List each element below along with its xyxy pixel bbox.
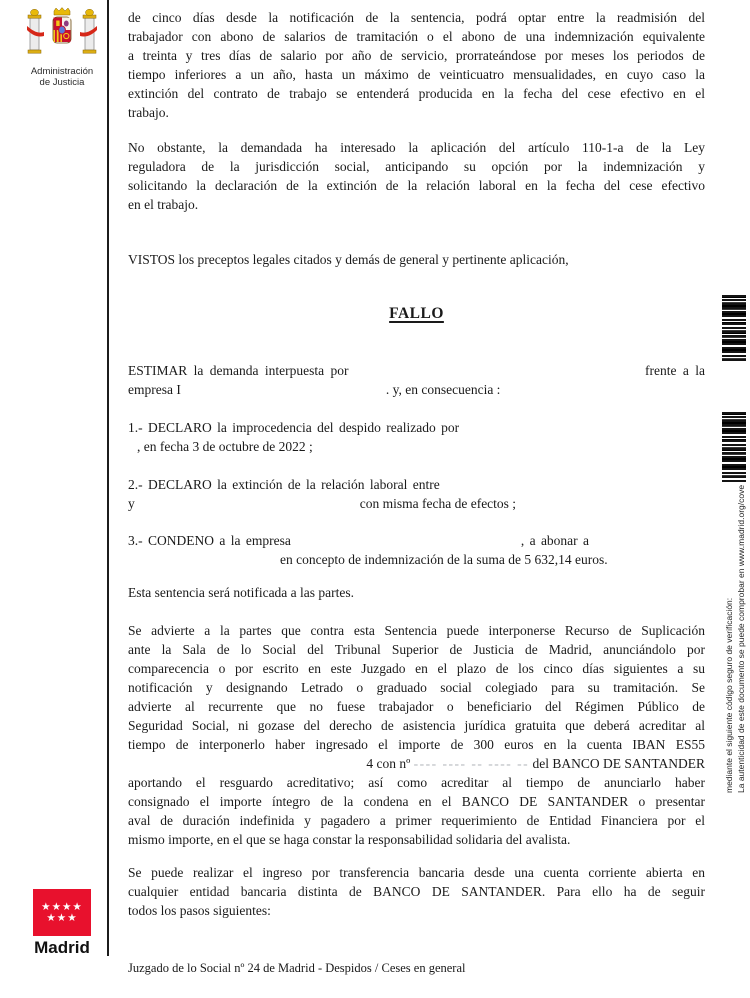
item2-line2 — [128, 494, 705, 513]
text-line: mismo importe, en el que se haga constar la responsabilidad solidaria del avalista. — [128, 832, 571, 847]
text-line: aval de duración indefinida y pagadero a primer requerimiento de Entidad Financiera por el — [128, 813, 705, 828]
paragraph-vistos: VISTOS los preceptos legales citados y demás de general y pertinente aplicación, — [128, 252, 569, 267]
text-line: reguladora de la jurisdicción social, anticipando su opción por la indemnización y — [128, 159, 705, 174]
madrid-stars-row1: ★★★★ — [41, 900, 83, 913]
item1-line2: , en fecha 3 de octubre de 2022 ; — [137, 439, 313, 454]
text-line: consignado el importe íntegro de la condena en el BANCO DE SANTANDER o presentar — [128, 794, 705, 809]
verification-sidebar — [724, 484, 748, 793]
crest-caption-line1: Administración — [30, 66, 94, 77]
madrid-label: Madrid — [34, 938, 90, 957]
text-line: a treinta y tres días de salario por año de servicio, prorrateándose por meses los periodos de — [128, 48, 705, 63]
comunidad-de-madrid-logo — [30, 889, 94, 958]
item2-line1: 2.- DECLARO la extinción de la relación laboral entre — [128, 477, 440, 492]
item3-line1 — [128, 531, 705, 550]
text-line: de cinco días desde la notificación de la sentencia, podrá optar entre la readmisión del — [128, 10, 705, 25]
text-line: solicitando la declaración de la extinción de la relación laboral en la fecha del cese efectivo — [128, 178, 705, 193]
text-line: aportando el resguardo acreditativo; así como acreditar al tiempo de anunciarlo haber — [128, 775, 705, 790]
item3-line1-right: , a abonar a — [520, 533, 590, 548]
fallo-item-2 — [128, 475, 705, 513]
barcode-top-icon — [722, 295, 746, 363]
text-line: tiempo de interponerlo haber ingresado el importe de 300 euros en la cuenta IBAN ES55 — [128, 737, 705, 752]
recurso-part1 — [128, 621, 705, 754]
item2-line2-right: con misma fecha de efectos ; — [359, 496, 517, 511]
text-line: en el trabajo. — [128, 197, 199, 212]
paragraph-transferencia — [128, 863, 705, 920]
madrid-stars-row2: ★★★ — [46, 911, 78, 924]
madrid-flag-icon — [33, 889, 91, 936]
estimar-line2-right: . y, en consecuencia : — [385, 382, 501, 397]
recurso-part2 — [128, 773, 705, 849]
text-line: extinción del contrato de trabajo se entenderá producida en la fecha del cese efectivo en el — [128, 86, 705, 101]
crest-caption-line2: de Justicia — [39, 77, 85, 88]
text-line: trabajo. — [128, 105, 169, 120]
paragraph-estimar — [128, 361, 705, 399]
barcode-bottom-icon — [722, 412, 746, 482]
left-margin-divider — [107, 0, 109, 956]
text-line: Seguridad Social, ni gozase del derecho de asistencia jurídica gratuita que deberá acreditar al — [128, 718, 705, 733]
crest-caption — [16, 66, 108, 88]
administracion-de-justicia-logo — [16, 6, 108, 88]
paragraph-no-obstante — [128, 138, 705, 214]
estimar-line2 — [128, 380, 705, 399]
fallo-item-3 — [128, 531, 705, 569]
text-line: trabajador con abono de salarios de tramitación o el abono de una indemnización equivalente — [128, 29, 705, 44]
spain-coat-of-arms-icon — [23, 6, 101, 60]
text-line: No obstante, la demandada ha interesado la aplicación del artículo 110-1-a de la Ley — [128, 140, 705, 155]
text-line: comparecencia o por escrito en este Juzgado en el plazo de los cinco días siguientes a su — [128, 661, 705, 676]
text-line: cualquier entidad bancaria distinta de BANCO DE SANTANDER. Para ello ha de seguir — [128, 884, 705, 899]
fallo-heading: FALLO — [389, 305, 444, 322]
text-line: Se advierte a la partes que contra esta Sentencia puede interponerse Recurso de Suplicación — [128, 623, 705, 638]
text-line: advierte al recurrente que no fuese trabajador o beneficiario del Régimen Público de — [128, 699, 705, 714]
paragraph-notificacion: Esta sentencia será notificada a las partes. — [128, 585, 355, 600]
verification-text — [724, 484, 748, 793]
estimar-line2-left: empresa I — [128, 382, 181, 397]
footer-court-reference: Juzgado de lo Social nº 24 de Madrid - Despidos / Ceses en general — [128, 961, 466, 975]
item3-line1-left: 3.- CONDENO a la empresa — [128, 533, 291, 548]
estimar-line1-right: frente a la — [645, 363, 705, 378]
text-line: Se puede realizar el ingreso por transferencia bancaria desde una cuenta corriente abierta en — [128, 865, 705, 880]
text-line: todos los pasos siguientes: — [128, 903, 271, 918]
estimar-line1 — [128, 361, 705, 380]
verification-line-inner: mediante el siguiente código seguro de verificación: — [724, 597, 734, 793]
text-line: tiempo inferiores a un año, hasta un máximo de veinticuatro mensualidades, en cuyo caso la — [128, 67, 705, 82]
redacted-account-number: ---- ---- -- ---- -- — [413, 756, 530, 771]
item3-line2: en concepto de indemnización de la suma de 5 632,14 euros. — [280, 552, 608, 567]
estimar-line1-left: ESTIMAR la demanda interpuesta por — [128, 363, 349, 378]
item1-line1: 1.- DECLARO la improcedencia del despido realizado por — [128, 420, 460, 435]
text-line: notificación y designando Letrado o graduado social colegiado para su tramitación. Se — [128, 680, 705, 695]
item2-line2-left: y — [128, 496, 135, 511]
text-line: ante la Sala de lo Social del Tribunal Superior de Justicia de Madrid, anunciándolo por — [128, 642, 705, 657]
account-prefix: 4 con nº — [366, 756, 411, 771]
verification-line-outer: La autenticidad de este documento se puede comprobar en www.madrid.org/cove — [735, 484, 746, 793]
account-number-line — [128, 754, 705, 773]
fallo-item-1 — [128, 418, 705, 456]
account-suffix: del BANCO DE SANTANDER — [532, 756, 705, 771]
paragraph-readmision — [128, 8, 705, 122]
paragraph-recurso — [128, 621, 705, 849]
